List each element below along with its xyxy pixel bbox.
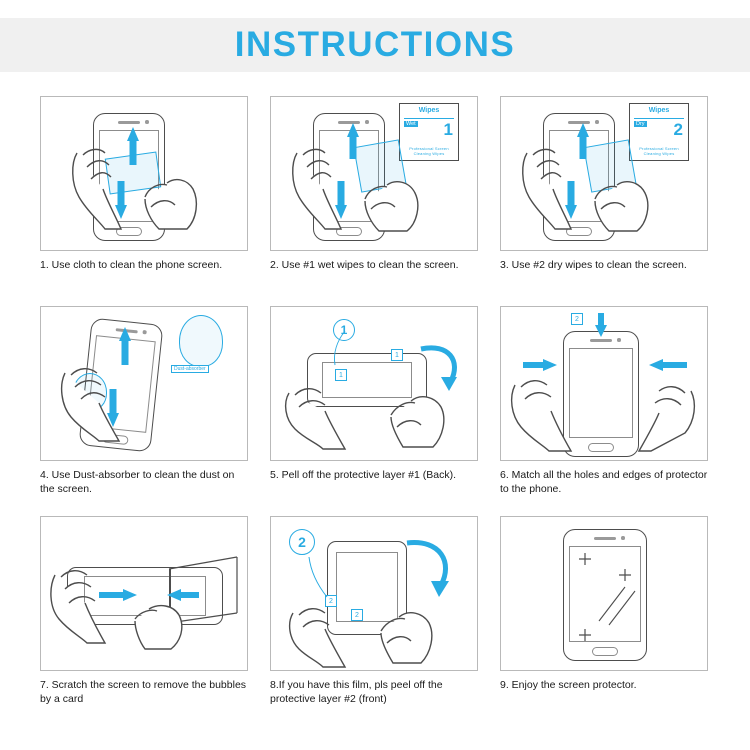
- step-1-caption: 1. Use cloth to clean the phone screen.: [40, 259, 223, 271]
- step-6-caption: 6. Match all the holes and edges of protector to the phone.: [500, 469, 708, 496]
- step-6: [500, 306, 710, 506]
- step-1-illustration: [40, 96, 248, 251]
- step-4-caption: 4. Use Dust-absorber to clean the dust on the screen.: [40, 469, 235, 496]
- wipes-pack-number: 1: [443, 120, 453, 139]
- wipes-pack-title: Wipes: [418, 107, 440, 114]
- layer-badge-2: 2: [289, 529, 315, 555]
- hands: [501, 97, 707, 250]
- step-9-caption: 9. Enjoy the screen protector.: [500, 679, 637, 691]
- step-6-illustration: [500, 306, 708, 461]
- hands: [271, 307, 477, 460]
- dust-absorber-label: Dust-absorber: [171, 365, 209, 373]
- wipes-pack-type: Wet: [406, 121, 416, 127]
- step-5-caption: 5. Pell off the protective layer #1 (Back).: [270, 469, 456, 481]
- step-2-caption: 2. Use #1 wet wipes to clean the screen.: [270, 259, 459, 271]
- step-8-illustration: [270, 516, 478, 671]
- steps-grid: [40, 96, 710, 726]
- step-3-illustration: [500, 96, 708, 251]
- layer-badge-1: 1: [333, 319, 355, 341]
- page-title: INSTRUCTIONS: [234, 25, 516, 64]
- step-7: [40, 516, 250, 716]
- hands: [501, 307, 707, 460]
- layer-tab-inner: 1: [335, 369, 347, 381]
- hands: [271, 517, 477, 670]
- hands: [41, 307, 247, 460]
- step-8: [270, 516, 480, 716]
- step-2: [270, 96, 480, 296]
- hands: [41, 517, 247, 670]
- wipes-pack-title: Wipes: [648, 107, 670, 114]
- step-7-illustration: [40, 516, 248, 671]
- hands: [41, 97, 247, 250]
- step-5-illustration: [270, 306, 478, 461]
- step-4-illustration: [40, 306, 248, 461]
- hands: [271, 97, 477, 250]
- layer-tab-left: 2: [325, 595, 337, 607]
- step-3: [500, 96, 710, 296]
- step-5: [270, 306, 480, 506]
- wipes-pack-subtitle: Professional Screen Cleaning Wipes: [409, 146, 449, 156]
- step-8-caption: 8.If you have this film, pls peel off the protective layer #2 (front): [270, 679, 443, 706]
- step-9: [500, 516, 710, 716]
- wipes-pack-subtitle: Professional Screen Cleaning Wipes: [639, 146, 679, 156]
- wipes-pack-type: Dry: [636, 121, 645, 127]
- step-7-caption: 7. Scratch the screen to remove the bubbles by a card: [40, 679, 247, 706]
- layer-tab-2: 2: [571, 313, 583, 325]
- step-4: [40, 306, 250, 506]
- step-3-caption: 3. Use #2 dry wipes to clean the screen.: [500, 259, 687, 271]
- header-bar: [0, 18, 750, 72]
- step-2-illustration: [270, 96, 478, 251]
- step-1: [40, 96, 250, 296]
- step-9-illustration: [500, 516, 708, 671]
- layer-tab-lower: 2: [351, 609, 363, 621]
- wipes-pack-number: 2: [673, 120, 683, 139]
- shine-marks: [501, 517, 707, 670]
- layer-tab-top: 1: [391, 349, 403, 361]
